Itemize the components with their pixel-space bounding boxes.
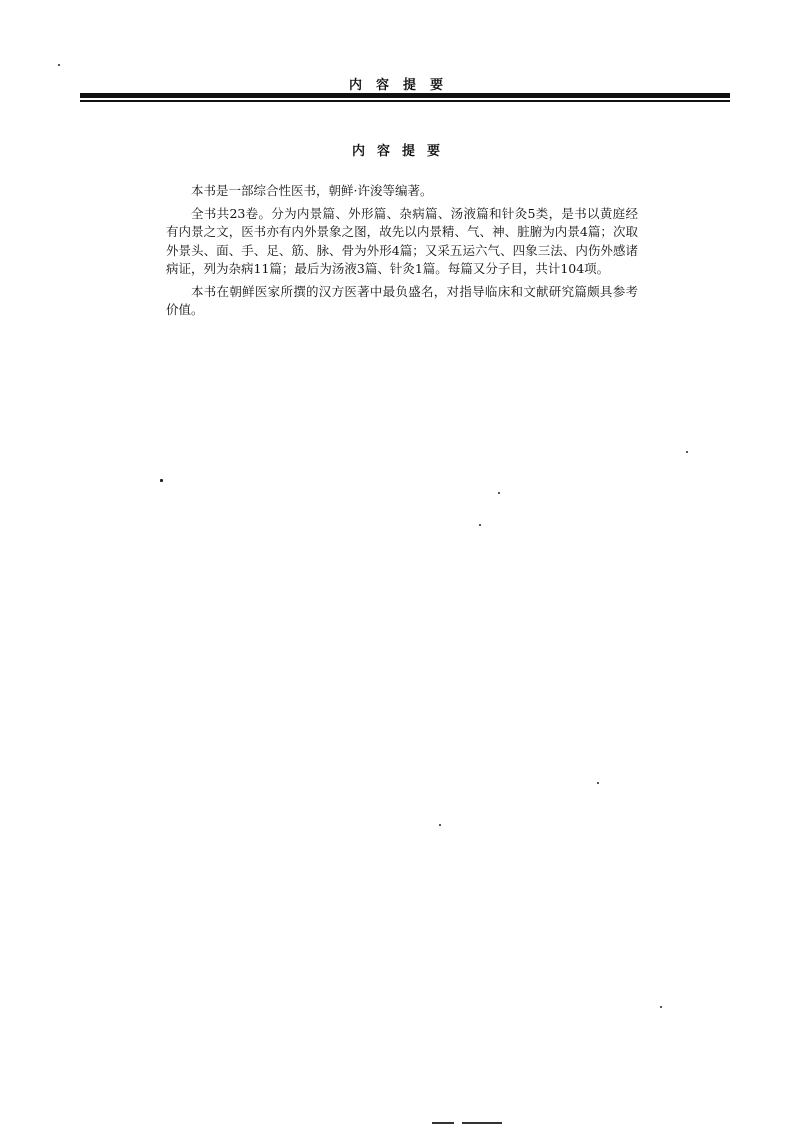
- header-rule-thin: [80, 100, 730, 102]
- paragraph-1: 本书是一部综合性医书，朝鲜·许浚等编著。: [191, 183, 433, 198]
- header-rule-thick: [80, 93, 730, 98]
- scan-speck: [686, 451, 688, 453]
- scan-speck: [498, 492, 500, 494]
- scan-speck: [439, 824, 441, 826]
- paragraph-2: 全书共23卷。分为内景篇、外形篇、杂病篇、汤液篇和针灸5类，是书以黄庭经有内景之文，医书亦有内外景象之图，故先以内景精、气、神、脏腑为内景4篇；次取外景头、面、手、足、筋、脉、骨为外形4篇；又采五运六气、四象三法、内伤外感诸病证，列为杂病11篇；最后为汤液3篇、针灸1篇。每篇又分子目，共计104项。: [166, 205, 638, 276]
- scan-speck: [479, 524, 481, 526]
- footer-mark: [432, 1122, 454, 1124]
- running-header-title: 内容提要: [348, 78, 457, 93]
- scan-speck: [597, 782, 599, 784]
- scan-speck: [160, 479, 163, 482]
- footer-mark: [462, 1122, 502, 1124]
- scan-speck: [58, 64, 60, 66]
- scan-speck: [660, 1006, 662, 1008]
- body-text: [166, 182, 638, 324]
- section-title: 内容提要: [351, 144, 452, 159]
- paragraph-3: 本书在朝鲜医家所撰的汉方医著中最负盛名，对指导临床和文献研究篇颇具参考价值。: [166, 283, 638, 317]
